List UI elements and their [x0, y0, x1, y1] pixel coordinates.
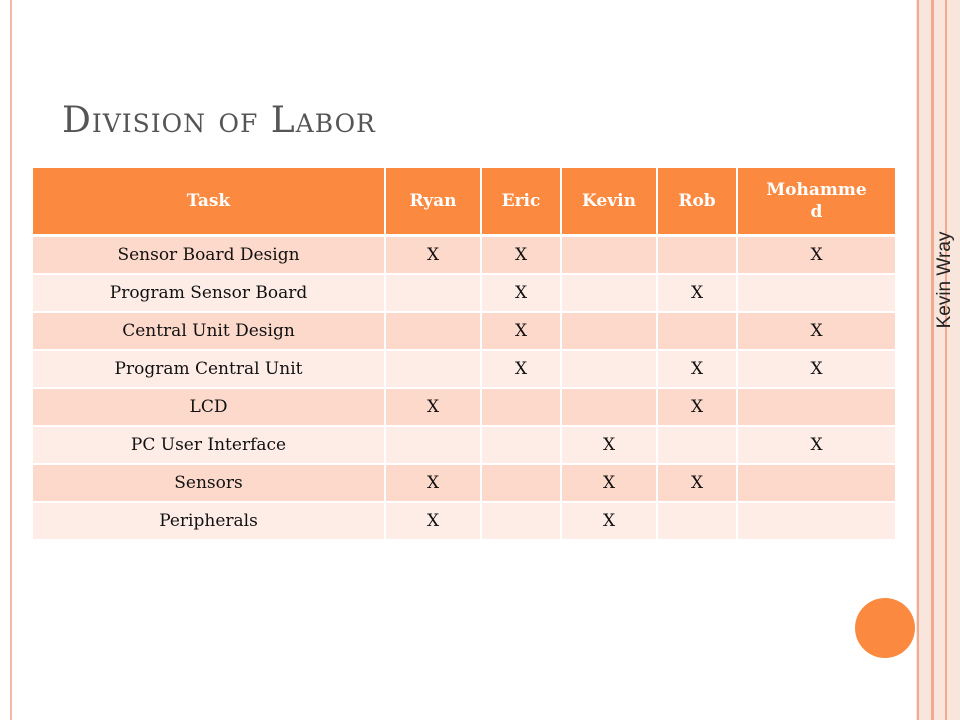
rob-cell	[657, 236, 737, 275]
slide-right-line	[931, 0, 934, 720]
kevin-cell: X	[561, 464, 657, 502]
eric-cell: X	[481, 350, 561, 388]
slide-right-line	[945, 0, 947, 720]
eric-cell	[481, 502, 561, 540]
decorative-circle	[855, 598, 915, 658]
mohammed-cell	[737, 274, 896, 312]
eric-cell: X	[481, 236, 561, 275]
slide-right-band	[916, 0, 960, 720]
rob-cell	[657, 502, 737, 540]
ryan-cell: X	[385, 464, 481, 502]
task-cell: PC User Interface	[33, 426, 385, 464]
kevin-cell	[561, 274, 657, 312]
table-row	[33, 426, 896, 464]
ryan-cell	[385, 426, 481, 464]
table-row	[33, 236, 896, 275]
task-cell: LCD	[33, 388, 385, 426]
task-cell: Peripherals	[33, 502, 385, 540]
division-of-labor-table	[33, 168, 897, 541]
header-ryan: Ryan	[385, 168, 481, 236]
header-eric: Eric	[481, 168, 561, 236]
task-cell: Sensor Board Design	[33, 236, 385, 275]
ryan-cell: X	[385, 388, 481, 426]
table-row	[33, 274, 896, 312]
rob-cell: X	[657, 350, 737, 388]
header-mohammed	[737, 168, 896, 236]
ryan-cell: X	[385, 502, 481, 540]
mohammed-cell: X	[737, 350, 896, 388]
eric-cell	[481, 464, 561, 502]
mohammed-cell	[737, 464, 896, 502]
rob-cell: X	[657, 388, 737, 426]
kevin-cell	[561, 388, 657, 426]
kevin-cell	[561, 350, 657, 388]
eric-cell: X	[481, 312, 561, 350]
table-row	[33, 464, 896, 502]
task-cell: Sensors	[33, 464, 385, 502]
ryan-cell	[385, 350, 481, 388]
header-kevin: Kevin	[561, 168, 657, 236]
eric-cell: X	[481, 274, 561, 312]
slide-title: Division of Labor	[62, 100, 376, 141]
rob-cell: X	[657, 274, 737, 312]
ryan-cell	[385, 312, 481, 350]
mohammed-cell	[737, 502, 896, 540]
slide-right-line	[917, 0, 919, 720]
table-row	[33, 388, 896, 426]
kevin-cell	[561, 312, 657, 350]
eric-cell	[481, 388, 561, 426]
kevin-cell	[561, 236, 657, 275]
task-cell: Program Sensor Board	[33, 274, 385, 312]
mohammed-cell	[737, 388, 896, 426]
slide-footer-author: Kevin Wray	[934, 231, 955, 329]
header-task: Task	[33, 168, 385, 236]
mohammed-cell: X	[737, 236, 896, 275]
rob-cell: X	[657, 464, 737, 502]
kevin-cell: X	[561, 426, 657, 464]
kevin-cell: X	[561, 502, 657, 540]
header-rob: Rob	[657, 168, 737, 236]
ryan-cell: X	[385, 236, 481, 275]
table-row	[33, 350, 896, 388]
rob-cell	[657, 426, 737, 464]
table-header-row	[33, 168, 896, 236]
task-cell: Program Central Unit	[33, 350, 385, 388]
task-cell: Central Unit Design	[33, 312, 385, 350]
ryan-cell	[385, 274, 481, 312]
slide-left-border	[10, 0, 12, 720]
table-row	[33, 502, 896, 540]
header-mohammed-label: Mohammed	[766, 180, 867, 222]
mohammed-cell: X	[737, 426, 896, 464]
eric-cell	[481, 426, 561, 464]
rob-cell	[657, 312, 737, 350]
table-row	[33, 312, 896, 350]
mohammed-cell: X	[737, 312, 896, 350]
